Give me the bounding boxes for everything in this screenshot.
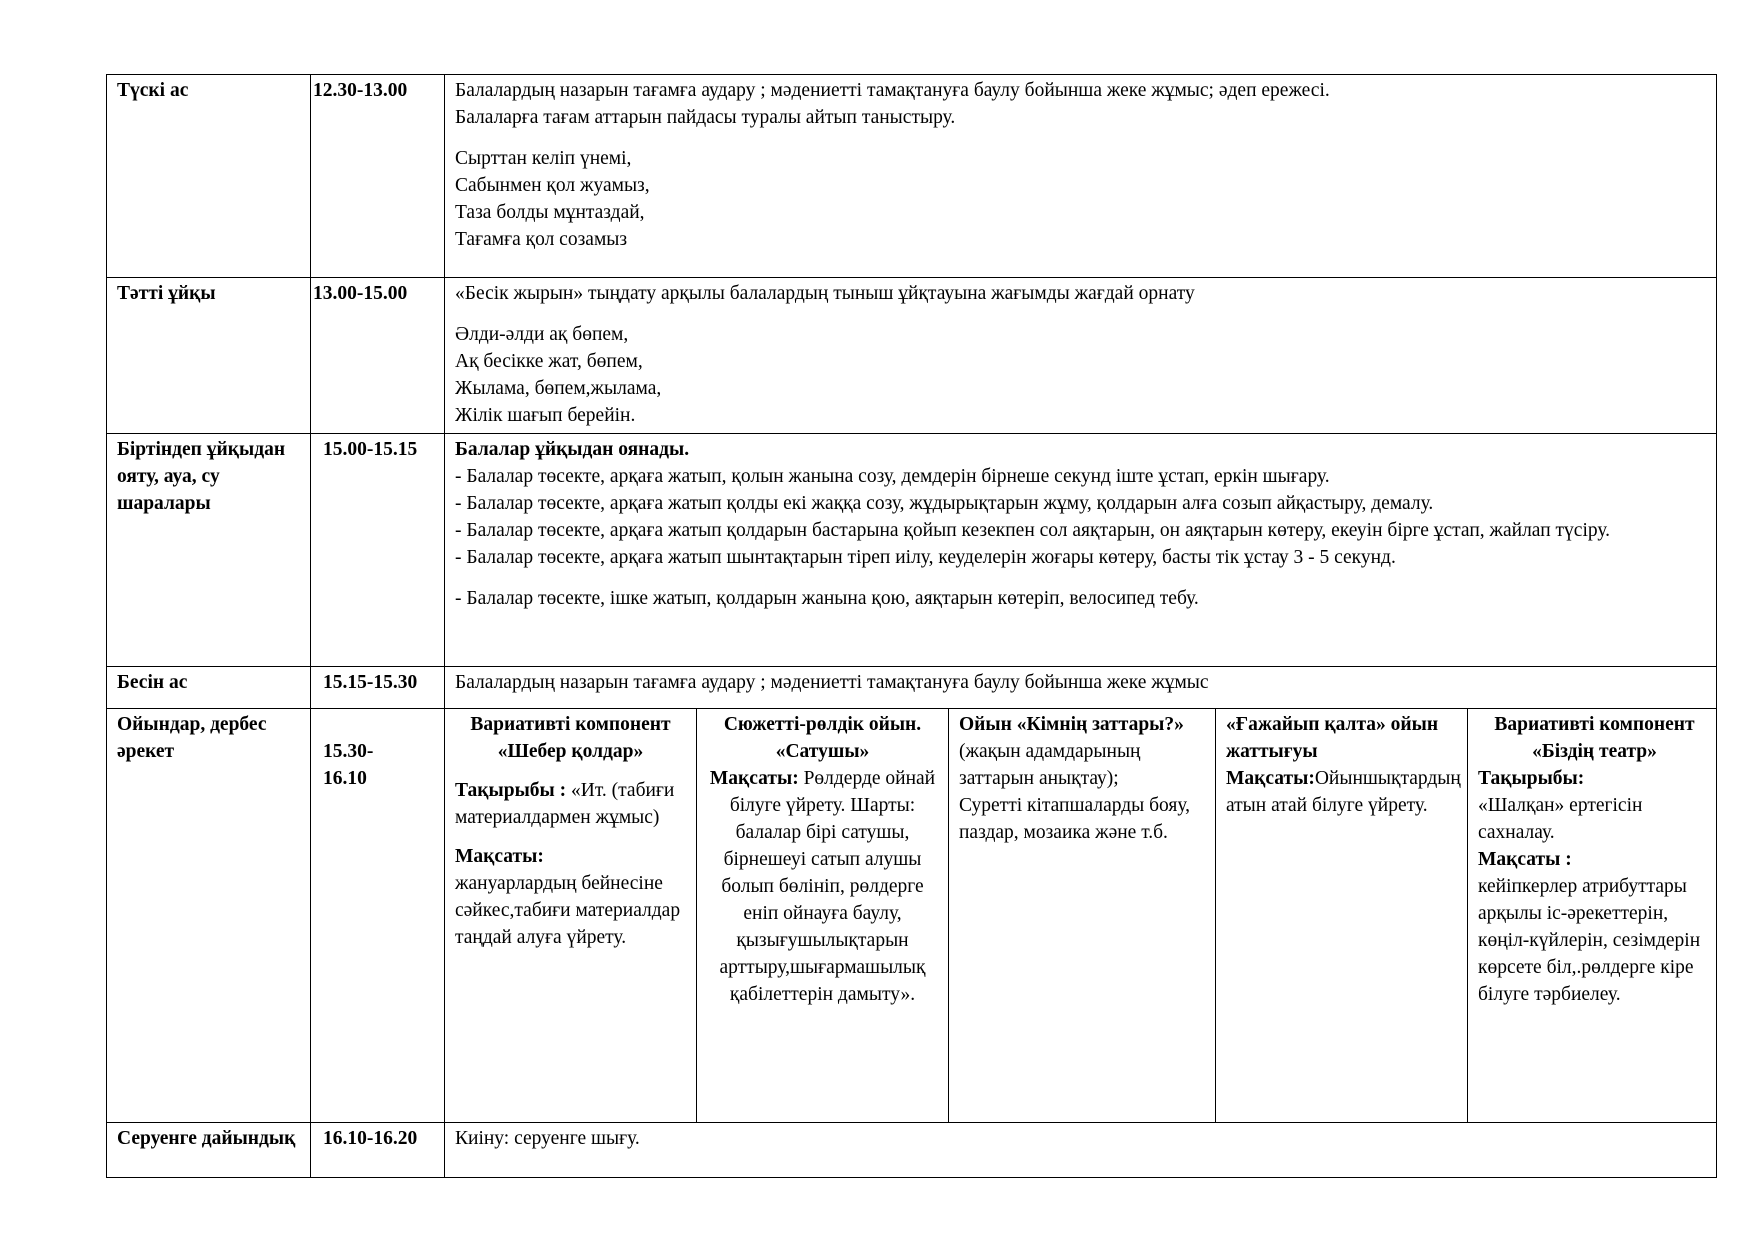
poem-line: Жілік шағып берейін. xyxy=(455,405,636,426)
activity-variative-craft xyxy=(445,709,697,1122)
description-line: «Бесік жырын» тыңдату арқылы балалардың тыныш ұйқтауына жағымды жағдай орнату xyxy=(455,283,1195,304)
activity-description xyxy=(445,667,1717,709)
activity-time: 13.00-15.00 xyxy=(311,278,445,434)
description-line: Балалардың назарын тағамға аудару ; мәдениетті тамақтануға баулу бойынша жеке жұмыс xyxy=(455,672,1209,693)
description-heading: Балалар ұйқыдан оянады. xyxy=(455,439,690,460)
activity-title: Вариативті компонент «Шебер қолдар» xyxy=(470,714,671,762)
goal-label: Мақсаты : xyxy=(1478,849,1572,870)
goal-text: Ойыншықтардың атын атай білуге үйрету. xyxy=(1226,768,1461,816)
daily-schedule-table xyxy=(106,74,1717,1178)
goal-text: жануарлардың бейнесіне сәйкес,табиғи материалдар таңдай алуға үйрету. xyxy=(455,873,681,948)
activity-role-play xyxy=(697,709,949,1122)
activity-title: Ойын «Кімнің заттары?» xyxy=(959,714,1184,735)
activity-variative-theatre xyxy=(1468,709,1721,1122)
activity-time: 16.10-16.20 xyxy=(311,1123,445,1178)
activity-goal xyxy=(707,765,938,1008)
activity-name: Ойындар, дербес әрекет xyxy=(107,709,311,1123)
table-row xyxy=(107,278,1717,434)
activity-description xyxy=(445,75,1717,278)
table-row xyxy=(107,434,1717,667)
activity-title: «Ғажайып қалта» ойын жаттығуы xyxy=(1226,714,1439,762)
description-line: - Балалар төсекте, арқаға жатып шынтақтарын тіреп иілу, кеуделерін жоғары көтеру, басты тік ұстау 3 - 5 секунд. xyxy=(455,547,1396,568)
activity-magic-bag xyxy=(1216,709,1468,1122)
activity-extra: Суретті кітапшаларды бояу, паздар, мозаика және т.б. xyxy=(959,795,1191,843)
goal-label: Мақсаты: xyxy=(1226,768,1315,789)
poem-line: Сырттан келіп үнемі, xyxy=(455,148,632,169)
activity-desc: (жақын адамдарының заттарын анықтау); xyxy=(959,741,1141,789)
activities-cell xyxy=(445,709,1717,1123)
poem-line: Жылама, бөпем,жылама, xyxy=(455,378,662,399)
table-row xyxy=(107,1123,1717,1178)
topic-label: Тақырыбы : xyxy=(455,780,572,801)
activity-time: 12.30-13.00 xyxy=(311,75,445,278)
description-line: - Балалар төсекте, арқаға жатып қолдарын бастарына қойып кезекпен сол аяқтарын, он аяқтарын көтеру, екеуін бірге ұстап, жайлап түсіру. xyxy=(455,520,1611,541)
description-line: - Балалар төсекте, арқаға жатып қолды екі жаққа созу, жұдырықтарын жұму, қолдарын алға созып айқастыру, демалу. xyxy=(455,493,1434,514)
activity-name: Біртіндеп ұйқыдан ояту, ауа, су шаралары xyxy=(107,434,311,667)
activity-time: 15.00-15.15 xyxy=(311,434,445,667)
description-line: - Балалар төсекте, арқаға жатып, қолын жанына созу, демдерін бірнеше секунд іште ұстап, еркін шығару. xyxy=(455,466,1330,487)
activity-time-text: 15.30-16.10 xyxy=(323,741,374,789)
description-line: Киіну: серуенге шығу. xyxy=(455,1128,640,1149)
goal-text: Рөлдерде ойнай білуге үйрету. Шарты: балалар бірі сатушы, бірнешеуі сатып алушы болып бөлініп, рөлдерге еніп ойнауға баулу, қызығушылықтарын арттыру,шығармашылық қабілеттерін дамыту». xyxy=(719,768,936,1005)
activity-name: Түскі ас xyxy=(107,75,311,278)
activity-goal xyxy=(1226,765,1461,819)
topic-text: «Ит. (табиғи материалдармен жұмыс) xyxy=(455,780,675,828)
description-line: - Балалар төсекте, ішке жатып, қолдарын жанына қою, аяқтарын көтеріп, велосипед тебу. xyxy=(455,588,1199,609)
topic-text: «Шалқан» ертегісін сахналау. xyxy=(1478,795,1643,843)
activity-title: Сюжетті-рөлдік ойын. «Сатушы» xyxy=(723,714,922,762)
activity-description xyxy=(445,434,1717,667)
poem xyxy=(455,321,1706,429)
poem-line: Ақ бесікке жат, бөпем, xyxy=(455,351,643,372)
poem-line: Сабынмен қол жуамыз, xyxy=(455,175,650,196)
table-row xyxy=(107,667,1717,709)
activity-description xyxy=(445,278,1717,434)
activity-name: Серуенге дайындық xyxy=(107,1123,311,1178)
poem-line: Таза болды мұнтаздай, xyxy=(455,202,645,223)
activity-time xyxy=(311,709,445,1123)
table-row xyxy=(107,75,1717,278)
description-line: Балалардың назарын тағамға аудару ; мәдениетті тамақтануға баулу бойынша жеке жұмыс; әдеп ережесі. xyxy=(455,80,1330,101)
table-row xyxy=(107,709,1717,1123)
goal-label: Мақсаты: xyxy=(709,768,804,789)
activity-name: Тәтті ұйқы xyxy=(107,278,311,434)
activity-title: Вариативті компонент «Біздің театр» xyxy=(1494,714,1695,762)
activity-name: Бесін ас xyxy=(107,667,311,709)
activities-grid xyxy=(445,709,1716,1122)
activity-time: 15.15-15.30 xyxy=(311,667,445,709)
goal-label: Мақсаты: xyxy=(455,846,544,867)
activity-description xyxy=(445,1123,1717,1178)
activity-title-desc xyxy=(959,711,1205,792)
poem-line: Тағамға қол созамыз xyxy=(455,229,628,250)
activity-topic xyxy=(455,777,686,831)
description-line: Балаларға тағам аттарын пайдасы туралы айтып таныстыру. xyxy=(455,107,956,128)
poem xyxy=(455,145,1706,253)
poem-line: Әлди-әлди ақ бөпем, xyxy=(455,324,629,345)
goal-text: кейіпкерлер атрибуттары арқылы іс-әрекеттерін, көңіл-күйлерін, сезімдерін көрсете біл,.рөлдерге кіре білуге тәрбиелеу. xyxy=(1478,876,1701,1005)
activity-whose-things xyxy=(949,709,1216,1122)
topic-label: Тақырыбы: xyxy=(1478,768,1585,789)
